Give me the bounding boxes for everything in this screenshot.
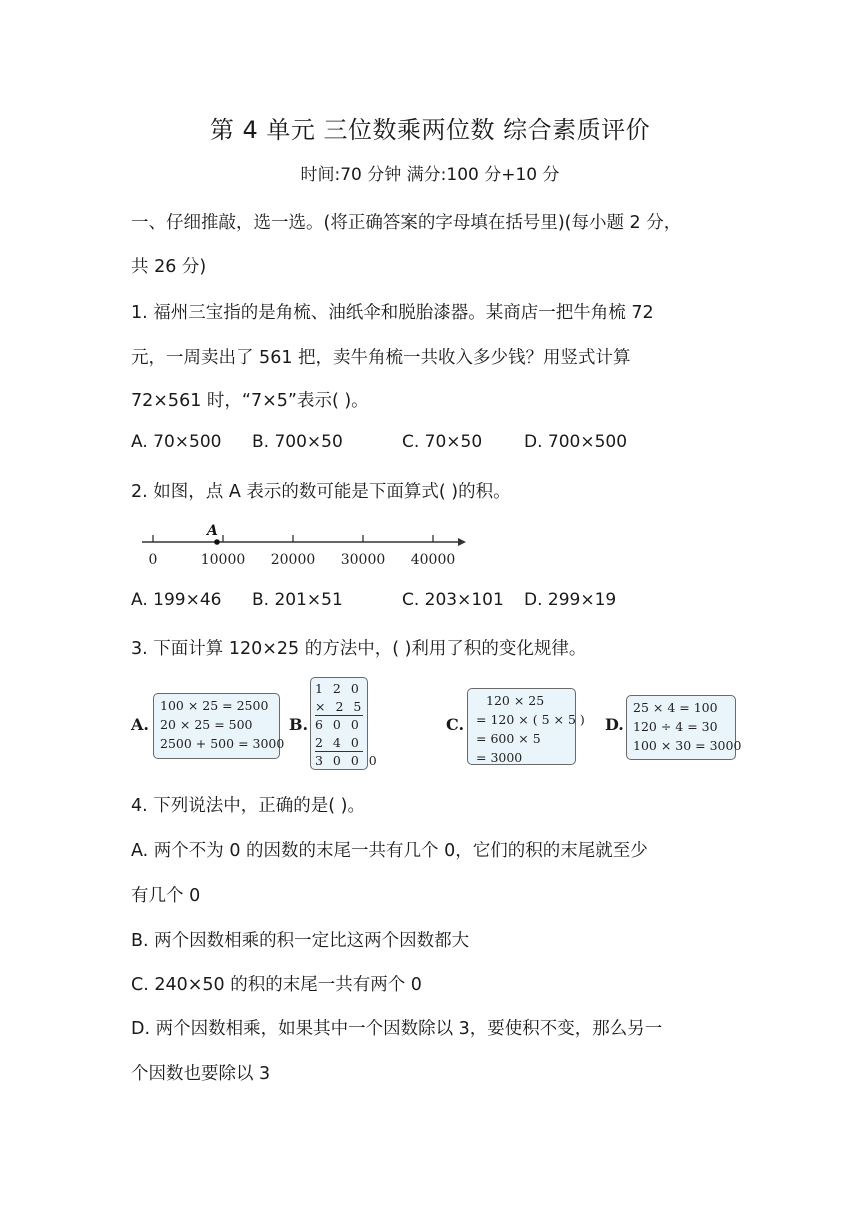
q2-text-line1: 2. 如图，点 A 表示的数可能是下面算式( )的积。	[131, 482, 511, 502]
method-b-box	[310, 677, 380, 770]
q2-option-b: B. 201×51	[252, 590, 343, 610]
method-d-line: 120 ÷ 4 = 30	[633, 719, 718, 734]
section-heading-line1: 一、仔细推敲，选一选。(将正确答案的字母填在括号里)(每小题 2 分，	[131, 213, 682, 233]
q1-option-d: D. 700×500	[524, 432, 628, 452]
q4-option-d-line2: 个因数也要除以 3	[131, 1064, 271, 1084]
method-c-label: C.	[446, 715, 465, 734]
tick-label-0: 0	[148, 552, 158, 568]
q4-option-c: C. 240×50 的积的末尾一共有两个 0	[131, 975, 422, 995]
method-b-line: 3 0 0 0	[315, 753, 380, 768]
method-d-label: D.	[605, 715, 624, 734]
method-d-line: 100 × 30 = 3000	[633, 738, 742, 753]
page-title: 第 4 单元 三位数乘两位数 综合素质评价	[209, 116, 651, 144]
q4-text-line1: 4. 下列说法中，正确的是( )。	[131, 796, 365, 816]
method-b-label: B.	[289, 715, 309, 734]
q1-option-b: B. 700×50	[252, 432, 343, 452]
number-line-arrow	[458, 538, 466, 546]
q1-text-line1: 1. 福州三宝指的是角梳、油纸伞和脱胎漆器。某商店一把牛角梳 72	[131, 303, 654, 323]
q1-option-c: C. 70×50	[402, 432, 483, 452]
q4-option-b: B. 两个因数相乘的积一定比这两个因数都大	[131, 931, 470, 951]
number-line	[136, 522, 466, 572]
tick-label-20000: 20000	[270, 552, 316, 568]
q1-option-a: A. 70×500	[131, 432, 222, 452]
method-b-line: 1 2 0	[315, 681, 362, 696]
method-c-line: = 3000	[476, 750, 523, 765]
q2-option-a: A. 199×46	[131, 590, 222, 610]
q3-text-line1: 3. 下面计算 120×25 的方法中，( )利用了积的变化规律。	[131, 639, 587, 659]
q1-text-line3: 72×561 时，“7×5”表示( )。	[131, 391, 369, 411]
method-b-line: × 2 5	[315, 698, 365, 714]
method-c-line: = 600 × 5	[476, 731, 541, 746]
method-a-box	[153, 693, 285, 759]
time-and-score: 时间:70 分钟 满分:100 分+10 分	[300, 165, 560, 185]
method-d-line: 25 × 4 = 100	[633, 700, 718, 715]
method-b-line: 2 4 0	[315, 734, 362, 750]
q2-option-c: C. 203×101	[402, 590, 504, 610]
q4-option-d-line1: D. 两个因数相乘，如果其中一个因数除以 3，要使积不变，那么另一	[131, 1019, 663, 1039]
tick-label-10000: 10000	[200, 552, 246, 568]
section-heading-line2: 共 26 分)	[131, 257, 207, 277]
point-a-label: A	[207, 523, 218, 539]
method-b-line: 6 0 0	[315, 717, 362, 732]
q1-text-line2: 元，一周卖出了 561 把，卖牛角梳一共收入多少钱？用竖式计算	[131, 348, 631, 368]
method-a-label: A.	[131, 715, 149, 734]
point-a-dot	[214, 539, 220, 545]
method-d-box	[626, 695, 742, 760]
q4-option-a-line1: A. 两个不为 0 的因数的末尾一共有几个 0，它们的积的末尾就至少	[131, 841, 648, 861]
method-a-line: 20 × 25 = 500	[160, 717, 253, 732]
q2-option-d: D. 299×19	[524, 590, 617, 610]
tick-label-30000: 30000	[340, 552, 386, 568]
tick-label-40000: 40000	[410, 552, 456, 568]
q4-option-a-line2: 有几个 0	[131, 886, 201, 906]
method-c-line: = 120 × ( 5 × 5 )	[476, 712, 585, 727]
method-c-box	[467, 688, 585, 765]
method-c-line: 120 × 25	[486, 693, 545, 708]
method-a-line: 2500 + 500 = 3000	[160, 736, 285, 751]
method-a-line: 100 × 25 = 2500	[160, 698, 269, 713]
